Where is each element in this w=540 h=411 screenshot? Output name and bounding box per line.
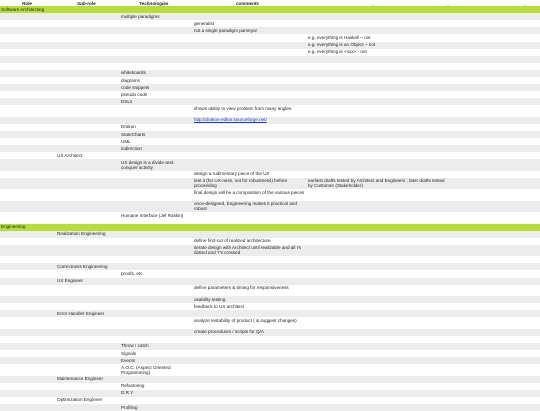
extra-cell: earliest drafts tested by Architect and Engineers ; later drafts tested by Customer (Stakeholder) — [308, 178, 445, 189]
technology-cell: D.R.Y — [121, 390, 134, 396]
technology-cell: proofs, etc. — [121, 270, 144, 276]
table-row[interactable] — [0, 70, 540, 77]
table-row[interactable] — [0, 63, 540, 70]
table-row[interactable] — [0, 303, 540, 310]
comment-cell: usability testing — [194, 296, 226, 302]
header-technologies[interactable]: Technologies — [139, 0, 169, 6]
sub-role-cell: UX Architect — [57, 152, 83, 158]
header-extra-1[interactable]: _ — [372, 0, 375, 6]
comment-cell: shows ability to view problem from many angles — [194, 105, 292, 111]
table-row[interactable] — [0, 397, 540, 404]
sub-role-cell: Optimization Engineer — [57, 397, 103, 403]
table-row[interactable] — [0, 98, 540, 105]
table-row[interactable] — [0, 296, 540, 303]
sub-role-cell: Error Handler Engineer — [57, 310, 105, 316]
table-row[interactable] — [0, 350, 540, 357]
extra-cell: e.g. everything is <xxx> - not — [308, 49, 367, 55]
table-row[interactable] — [0, 189, 540, 200]
technology-cell: Profiling — [121, 404, 138, 410]
table-row[interactable] — [0, 310, 540, 317]
technology-cell: Throw / catch — [121, 343, 149, 349]
technology-cell: diagrams — [121, 77, 140, 83]
technology-cell: DSLs — [121, 98, 133, 104]
technology-cell: Signals — [121, 350, 137, 356]
table-row[interactable] — [0, 49, 540, 56]
comment-cell: once-designed, Engineering makes it practical and robust — [194, 201, 297, 212]
role-cell: Software Architecting — [1, 6, 45, 12]
extra-cell: e.g. everything is an Object – not — [308, 42, 376, 48]
table-row[interactable] — [0, 270, 540, 277]
table-row[interactable] — [0, 20, 540, 27]
table-row[interactable] — [0, 117, 540, 124]
header-sub-role[interactable]: Sub-role — [77, 0, 96, 6]
comment-cell: not a single paradigm purveyor — [194, 27, 258, 33]
comment-cell: define first-cut of realized architecture — [194, 238, 271, 244]
table-row[interactable] — [0, 390, 540, 397]
table-row[interactable] — [0, 42, 540, 49]
table-row[interactable] — [0, 201, 540, 212]
sub-role-cell: UX Engineer — [57, 278, 84, 284]
technology-cell: pseudo code — [121, 91, 148, 97]
header-extra-2[interactable]: _ — [447, 0, 450, 6]
table-row[interactable] — [0, 105, 540, 116]
comment-cell: define parameters & timing for responsiveness — [194, 285, 289, 291]
table-row[interactable] — [0, 285, 540, 296]
technology-cell: A.O.C. (Aspect Oriented Programming) — [121, 364, 171, 375]
table-row[interactable] — [0, 84, 540, 91]
table-row[interactable] — [0, 34, 540, 41]
comment-cell: iterate design with Architect until realizable and all I's dotted and T's crossed — [194, 245, 302, 256]
table-row[interactable] — [0, 152, 540, 159]
table-row[interactable] — [0, 336, 540, 343]
table-row[interactable] — [0, 13, 540, 20]
table-row[interactable] — [0, 91, 540, 98]
technology-cell: UML — [121, 138, 131, 144]
sub-role-cell: Realization Engineering — [57, 231, 106, 237]
table-row[interactable] — [0, 256, 540, 263]
table-row[interactable] — [0, 343, 540, 350]
table-row[interactable] — [0, 124, 540, 131]
section-row[interactable] — [0, 224, 540, 231]
comment-cell: final design will be a composition of the various pieces — [194, 189, 305, 195]
technology-cell: Humane Interface (Jef Raskin) — [121, 212, 184, 218]
table-row[interactable] — [0, 171, 540, 178]
comment-cell: analyze testability of product ( & suggest changes) — [194, 317, 297, 323]
table-row[interactable] — [0, 278, 540, 285]
comment-cell: design a rudimentary piece of the UX — [194, 171, 270, 177]
table-row[interactable] — [0, 317, 540, 328]
technology-cell: Drakon — [121, 124, 136, 130]
table-row[interactable] — [0, 231, 540, 238]
role-cell: Engineering — [1, 224, 26, 230]
table-row[interactable] — [0, 159, 540, 170]
table-row[interactable] — [0, 263, 540, 270]
section-row[interactable] — [0, 6, 540, 13]
comment-cell: create procedures / scripts for Q/A — [194, 329, 264, 335]
comment-cell: test it (for UX-ness, not for robustness) before proceeding — [194, 178, 288, 189]
table-row[interactable] — [0, 238, 540, 245]
table-row[interactable] — [0, 364, 540, 375]
sub-role-cell: Correctness Engineering — [57, 263, 108, 269]
header-role[interactable]: Role — [22, 0, 32, 6]
table-row[interactable] — [0, 376, 540, 383]
extra-cell: e.g. everything is Haskell – not — [308, 34, 371, 40]
table-row[interactable] — [0, 27, 540, 34]
table-row[interactable] — [0, 77, 540, 84]
technology-cell: StateCharts — [121, 131, 146, 137]
header-extra-3[interactable]: _ — [524, 0, 527, 6]
technology-cell: multiple paradigms — [121, 13, 160, 19]
comment-cell: generalist — [194, 20, 214, 26]
table-row[interactable] — [0, 138, 540, 145]
sub-role-cell: Maintenance Engineer — [57, 376, 103, 382]
table-row[interactable] — [0, 131, 540, 138]
table-row[interactable] — [0, 145, 540, 152]
table-row[interactable] — [0, 357, 540, 364]
technology-cell: indirection — [121, 145, 142, 151]
technology-cell: UX design is a divide-and-conquer activity — [121, 159, 175, 170]
table-row[interactable] — [0, 212, 540, 223]
table-row[interactable] — [0, 178, 540, 189]
table-row[interactable] — [0, 56, 540, 63]
technology-cell: whiteboards — [121, 70, 146, 76]
table-row[interactable] — [0, 404, 540, 411]
table-row[interactable] — [0, 245, 540, 256]
technology-cell: Refactoring — [121, 383, 145, 389]
table-row[interactable] — [0, 383, 540, 390]
technology-cell: Events — [121, 357, 136, 363]
link-cell[interactable]: http://drakon-editor.sourceforge.net/ — [194, 117, 267, 123]
technology-cell: code snippets — [121, 84, 150, 90]
header-comments[interactable]: comments — [236, 0, 259, 6]
table-row[interactable] — [0, 329, 540, 336]
comment-cell: feedback to UX architect — [194, 303, 245, 309]
